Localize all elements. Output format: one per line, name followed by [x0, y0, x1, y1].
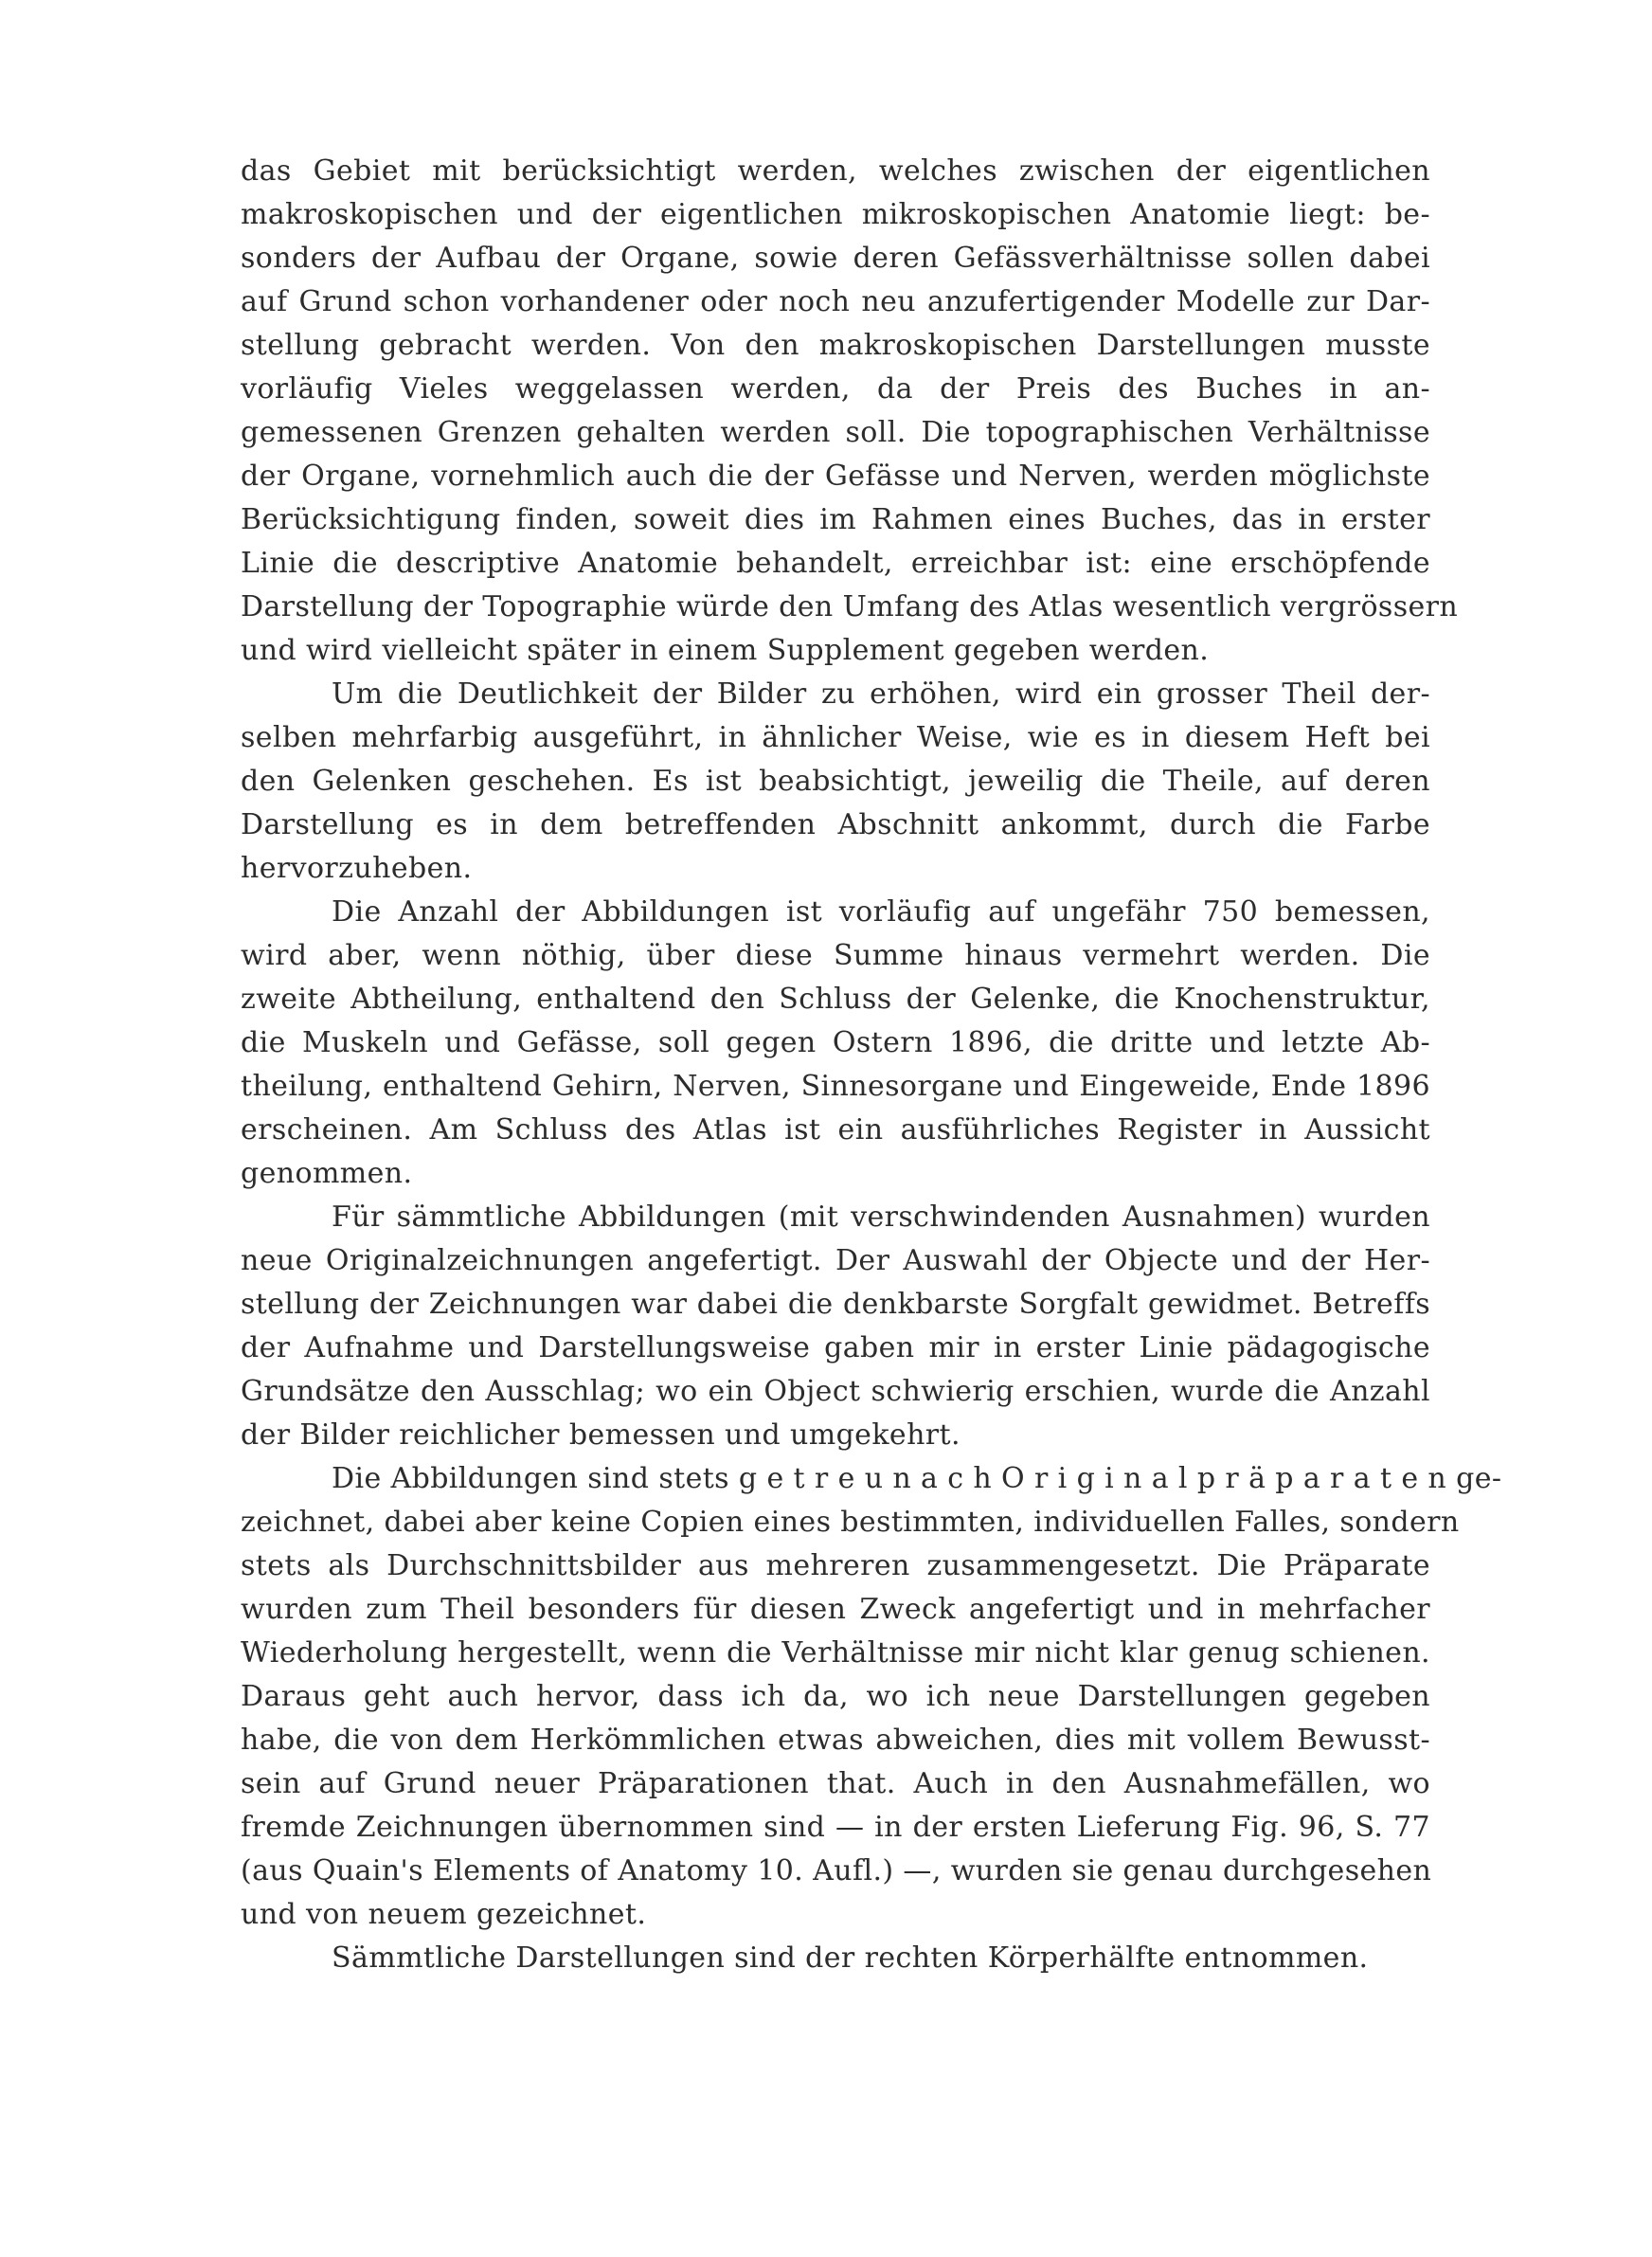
- text-line: sein auf Grund neuer Präparationen that. Auch in den Ausnahmefällen, wo: [241, 1767, 1430, 1800]
- text-line: der Aufnahme und Darstellungsweise gaben mir in erster Linie pädagogische: [241, 1331, 1430, 1364]
- text-line: die Muskeln und Gefässe, soll gegen Ostern 1896, die dritte und letzte Ab-: [241, 1026, 1430, 1059]
- text-line: stellung gebracht werden. Von den makroskopischen Darstellungen musste: [241, 329, 1430, 362]
- text-line: fremde Zeichnungen übernommen sind — in der ersten Lieferung Fig. 96, S. 77: [241, 1811, 1430, 1844]
- body-text: [241, 150, 1502, 1980]
- text-line: wurden zum Theil besonders für diesen Zweck angefertigt und in mehrfacher: [241, 1593, 1430, 1626]
- text-line: stellung der Zeichnungen war dabei die denkbarste Sorgfalt gewidmet. Betreffs: [241, 1288, 1430, 1321]
- text-line: Berücksichtigung finden, soweit dies im Rahmen eines Buches, das in erster: [241, 503, 1430, 536]
- text-line: makroskopischen und der eigentlichen mikroskopischen Anatomie liegt: be-: [241, 198, 1430, 231]
- text-line: auf Grund schon vorhandener oder noch neu anzufertigender Modelle zur Dar-: [241, 285, 1430, 318]
- text-line: das Gebiet mit berücksichtigt werden, welches zwischen der eigentlichen: [241, 154, 1430, 188]
- text-line: Um die Deutlichkeit der Bilder zu erhöhen, wird ein grosser Theil der-: [332, 677, 1430, 711]
- text-line: neue Originalzeichnungen angefertigt. Der Auswahl der Objecte und der Her-: [241, 1244, 1430, 1277]
- text-line: der Organe, vornehmlich auch die der Gefässe und Nerven, werden möglichste: [241, 460, 1430, 493]
- text-line: Die Abbildungen sind stets g e t r e u n a c h O r i g i n a l p r ä p a r a t e n ge-: [332, 1462, 1502, 1495]
- text-line: erscheinen. Am Schluss des Atlas ist ein ausführliches Register in Aussicht: [241, 1113, 1430, 1147]
- text-line: Darstellung der Topographie würde den Umfang des Atlas wesentlich vergrössern: [241, 590, 1459, 623]
- text-line: hervorzuheben.: [241, 852, 473, 885]
- text-line: Linie die descriptive Anatomie behandelt, erreichbar ist: eine erschöpfende: [241, 547, 1430, 580]
- text-line: der Bilder reichlicher bemessen und umgekehrt.: [241, 1418, 961, 1452]
- text-line: Wiederholung hergestellt, wenn die Verhältnisse mir nicht klar genug schienen.: [241, 1636, 1430, 1670]
- text-line: Sämmtliche Darstellungen sind der rechten Körperhälfte entnommen.: [332, 1941, 1369, 1975]
- text-line: zweite Abtheilung, enthaltend den Schluss der Gelenke, die Knochenstruktur,: [241, 983, 1430, 1016]
- text-line: vorläufig Vieles weggelassen werden, da der Preis des Buches in an-: [241, 372, 1430, 406]
- text-line: (aus Quain's Elements of Anatomy 10. Aufl.) —, wurden sie genau durchgesehen: [241, 1854, 1432, 1887]
- text-line: und wird vielleicht später in einem Supplement gegeben werden.: [241, 634, 1210, 667]
- text-line: sonders der Aufbau der Organe, sowie deren Gefässverhältnisse sollen dabei: [241, 242, 1430, 275]
- text-line: wird aber, wenn nöthig, über diese Summe hinaus vermehrt werden. Die: [241, 939, 1430, 972]
- text-line: zeichnet, dabei aber keine Copien eines bestimmten, individuellen Falles, sondern: [241, 1506, 1460, 1539]
- text-line: Die Anzahl der Abbildungen ist vorläufig auf ungefähr 750 bemessen,: [332, 895, 1430, 929]
- text-line: Daraus geht auch hervor, dass ich da, wo ich neue Darstellungen gegeben: [241, 1680, 1430, 1713]
- text-line: Grundsätze den Ausschlag; wo ein Object schwierig erschien, wurde die Anzahl: [241, 1375, 1430, 1408]
- text-line: Darstellung es in dem betreffenden Abschnitt ankommt, durch die Farbe: [241, 808, 1430, 841]
- text-line: Für sämmtliche Abbildungen (mit verschwindenden Ausnahmen) wurden: [332, 1201, 1430, 1234]
- text-line: stets als Durchschnittsbilder aus mehreren zusammengesetzt. Die Präparate: [241, 1549, 1430, 1582]
- text-line: und von neuem gezeichnet.: [241, 1898, 647, 1931]
- text-line: den Gelenken geschehen. Es ist beabsichtigt, jeweilig die Theile, auf deren: [241, 765, 1430, 798]
- text-line: gemessenen Grenzen gehalten werden soll. Die topographischen Verhältnisse: [241, 416, 1430, 449]
- text-line: theilung, enthaltend Gehirn, Nerven, Sinnesorgane und Eingeweide, Ende 1896: [241, 1070, 1430, 1103]
- text-line: habe, die von dem Herkömmlichen etwas abweichen, dies mit vollem Bewusst-: [241, 1724, 1430, 1757]
- text-line: selben mehrfarbig ausgeführt, in ähnlicher Weise, wie es in diesem Heft bei: [241, 721, 1430, 754]
- text-line: genommen.: [241, 1157, 413, 1190]
